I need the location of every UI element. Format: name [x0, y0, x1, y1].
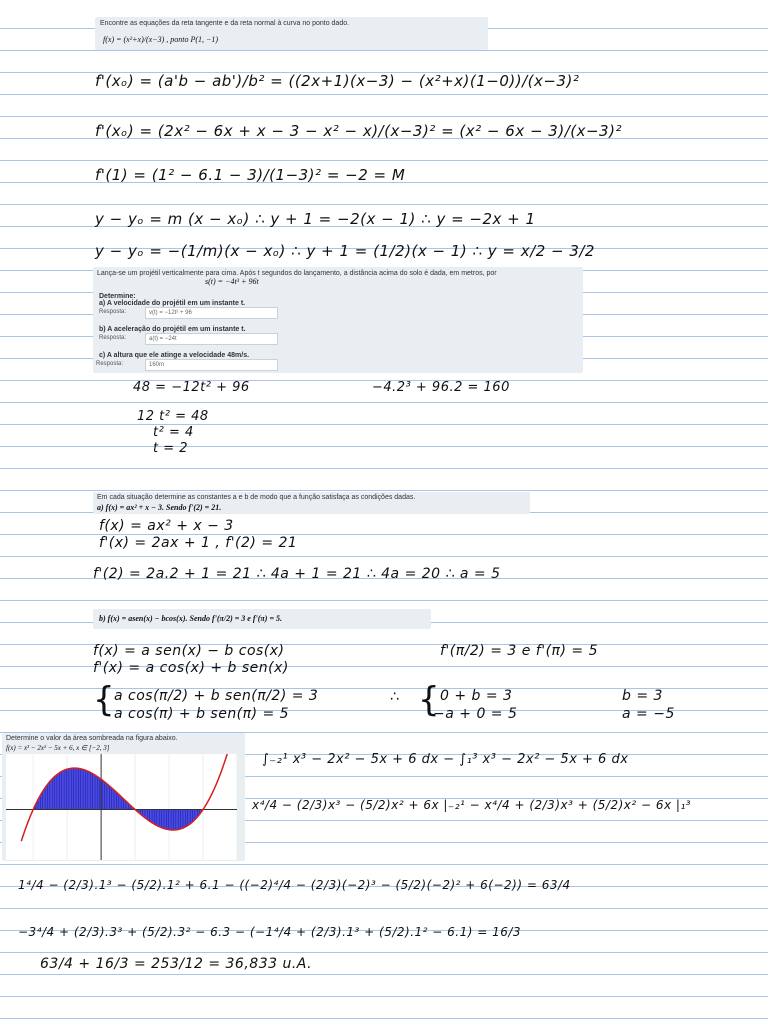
- shaded-area: [33, 768, 203, 830]
- p3-therefore: ∴: [390, 689, 400, 705]
- p2-answer-label-a: Resposta:: [99, 309, 127, 315]
- p2-answer-label-c: Resposta:: [96, 361, 124, 367]
- p1-line5: y − yₒ = −(1/m)(x − xₒ) ∴ y + 1 = (1/2)(x − 1) ∴ y = x/2 − 3/2: [95, 242, 595, 260]
- p2-work-1: 48 = −12t² + 96: [133, 380, 250, 395]
- p3-work-b2: f'(x) = a cos(x) + b sen(x): [93, 660, 289, 676]
- p2-question-b: b) A aceleração do projétil em um instante t.: [99, 326, 246, 333]
- p1-line1: f'(xₒ) = (a'b − ab')/b² = ((2x+1)(x−3) − (x²+x)(1−0))/(x−3)²: [95, 72, 580, 90]
- problem3-part-a: a) f(x) = ax² + x − 3. Sendo f'(2) = 21.: [97, 503, 222, 512]
- p2-work-4: t = 2: [153, 441, 189, 456]
- p3-brace-left: {: [93, 680, 116, 720]
- p3-brace-right: {: [418, 680, 441, 720]
- p3-work-a1: f(x) = ax² + x − 3: [99, 518, 234, 534]
- p1-line3: f'(1) = (1² − 6.1 − 3)/(1−3)² = −2 = M: [95, 166, 406, 184]
- p4-work-2: x⁴/4 − (2/3)x³ − (5/2)x² + 6x |₋₂¹ − x⁴/4 + (2/3)x³ + (5/2)x² − 6x |₁³: [252, 798, 692, 812]
- p2-work-3: t² = 4: [153, 425, 194, 440]
- p3-work-b8: b = 3: [622, 688, 663, 704]
- p2-work-2: 12 t² = 48: [137, 409, 209, 424]
- problem2-formula: s(t) = −4t³ + 96t: [205, 277, 259, 286]
- p3-work-b1: f(x) = a sen(x) − b cos(x): [93, 643, 285, 659]
- p4-work-3: 1⁴/4 − (2/3).1³ − (5/2).1² + 6.1 − ((−2)⁴/4 − (2/3)(−2)³ − (5/2)(−2)² + 6(−2)) = 63/4: [18, 878, 571, 892]
- problem2-determine: Determine:: [99, 293, 136, 300]
- p3-work-b3: f'(π/2) = 3 e f'(π) = 5: [440, 643, 598, 659]
- p4-work-5: 63/4 + 16/3 = 253/12 = 36,833 u.A.: [40, 956, 313, 972]
- problem2-statement: Lança-se um projétil verticalmente para cima. Após t segundos do lançamento, a distância acima do solo é dada, em metros, por: [97, 270, 497, 277]
- p2-answer-c[interactable]: 160m: [145, 359, 278, 371]
- problem3-part-b: b) f(x) = asen(x) − bcos(x). Sendo f'(π/2) = 3 e f'(π) = 5.: [99, 614, 282, 623]
- p3-work-b5: a cos(π) + b sen(π) = 5: [114, 706, 290, 722]
- area-plot: [6, 754, 237, 860]
- p3-work-b6: 0 + b = 3: [440, 688, 513, 704]
- p2-answer-a[interactable]: v(t) = −12t² + 96: [145, 307, 278, 319]
- p3-work-a2: f'(x) = 2ax + 1 , f'(2) = 21: [99, 535, 298, 551]
- p4-work-1: ∫₋₂¹ x³ − 2x² − 5x + 6 dx − ∫₁³ x³ − 2x² − 5x + 6 dx: [262, 752, 629, 767]
- p1-line2: f'(xₒ) = (2x² − 6x + x − 3 − x² − x)/(x−3)² = (x² − 6x − 3)/(x−3)²: [95, 122, 622, 140]
- p2-work-right: −4.2³ + 96.2 = 160: [372, 380, 510, 395]
- p2-question-c: c) A altura que ele atinge a velocidade 48m/s.: [99, 352, 250, 359]
- problem1-function: f(x) = (x²+x)/(x−3) , ponto P(1, −1): [103, 35, 219, 44]
- p3-work-b7: −a + 0 = 5: [433, 706, 518, 722]
- p3-work-b4: a cos(π/2) + b sen(π/2) = 3: [114, 688, 319, 704]
- p3-work-b9: a = −5: [622, 706, 675, 722]
- problem1-statement: Encontre as equações da reta tangente e da reta normal à curva no ponto dado.: [100, 20, 350, 27]
- p1-line4: y − yₒ = m (x − xₒ) ∴ y + 1 = −2(x − 1) ∴ y = −2x + 1: [95, 210, 536, 228]
- area-plot-svg: [6, 754, 237, 860]
- p2-answer-b[interactable]: a(t) = −24t: [145, 333, 278, 345]
- problem4-function: f(x) = x³ − 2x² − 5x + 6, x ∈ [−2, 3]: [6, 744, 110, 752]
- problem4-statement: Determine o valor da área sombreada na figura abaixo.: [6, 735, 178, 742]
- p4-work-4: −3⁴/4 + (2/3).3³ + (5/2).3² − 6.3 − (−1⁴/4 + (2/3).1³ + (5/2).1² − 6.1) = 16/3: [18, 925, 522, 939]
- p2-answer-label-b: Resposta:: [99, 335, 127, 341]
- p3-work-a3: f'(2) = 2a.2 + 1 = 21 ∴ 4a + 1 = 21 ∴ 4a = 20 ∴ a = 5: [93, 566, 501, 582]
- problem3-statement: Em cada situação determine as constantes a e b de modo que a função satisfaça as condições dadas.: [97, 494, 416, 501]
- p2-question-a: a) A velocidade do projétil em um instante t.: [99, 300, 246, 307]
